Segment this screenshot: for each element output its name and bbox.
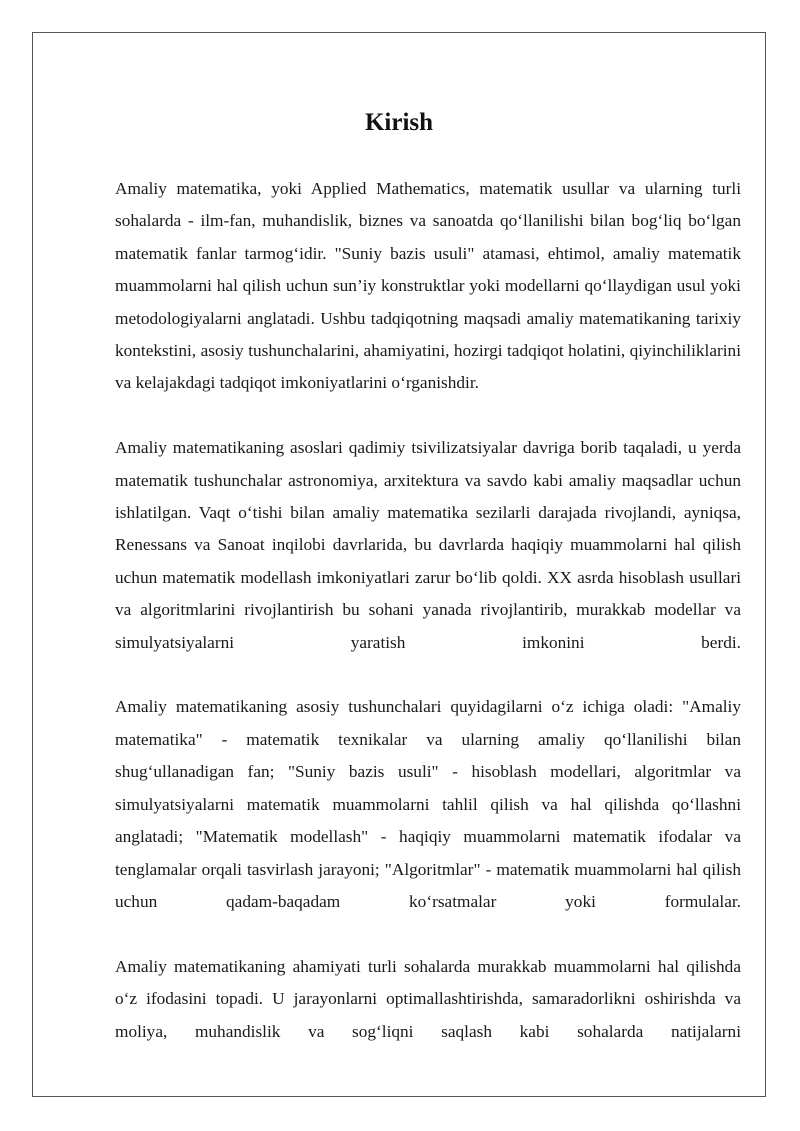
paragraph-history: Amaliy matematikaning asoslari qadimiy tsivilizatsiyalar davriga borib taqaladi, u yerda matematik tushunchalar astronomiya, arxitektura va savdo kabi amaliy maqsadlar uchun ishlatilgan. Vaqt o‘tishi bilan amaliy matematika sezilarli darajada rivojlandi, ayniqsa, Renessans va Sanoat inqilobi davrlarida, bu davrlarda haqiqiy muammolarni hal qilish uchun matematik modellash imkoniyatlari zarur bo‘lib qoldi. XX asrda hisoblash usullari va algoritmlarini rivojlantirish bu sohani yanada rivojlantirib, murakkab modellar va simulyatsiyalarni yaratish imkonini berdi. [115,438,741,652]
document-body [115,173,741,1080]
paragraph-intro: Amaliy matematika, yoki Applied Mathematics, matematik usullar va ularning turli sohalarda - ilm-fan, muhandislik, biznes va sanoatda qo‘llanilishi bilan bog‘liq bo‘lgan matematik fanlar tarmog‘idir. "Suniy bazis usuli" atamasi, ehtimol, amaliy matematik muammolarni hal qilish uchun sun’iy konstruktlar yoki modellarni qo‘llaydigan usul yoki metodologiyalarni anglatadi. Ushbu tadqiqotning maqsadi amaliy matematikaning tarixiy kontekstini, asosiy tushunchalarini, ahamiyatini, hozirgi tadqiqot holatini, qiyinchiliklarini va kelajakdagi tadqiqot imkoniyatlarini o‘rganishdir. [115,179,741,393]
document-page [32,32,766,1097]
paragraph-significance: Amaliy matematikaning ahamiyati turli sohalarda murakkab muammolarni hal qilishda o‘z ifodasini topadi. U jarayonlarni optimallashtirishda, samaradorlikni oshirishda va moliya, muhandislik va sog‘liqni saqlash kabi sohalarda natijalarni [115,956,741,1041]
paragraph-concepts: Amaliy matematikaning asosiy tushunchalari quyidagilarni o‘z ichiga oladi: "Amaliy matematika" - matematik texnikalar va ularning amaliy qo‘llanilishi bilan shug‘ullanadigan fan; "Suniy bazis usuli" - hisoblash modellari, algoritmlar va simulyatsiyalarni matematik muammolarni tahlil qilish va hal qilishda qo‘llashni anglatadi; "Matematik modellash" - haqiqiy muammolarni matematik ifodalar va tenglamalar orqali tasvirlash jarayoni; "Algoritmlar" - matematik muammolarni hal qilish uchun qadam-baqadam ko‘rsatmalar yoki formulalar. [115,697,741,911]
page-title: Kirish [364,109,434,136]
